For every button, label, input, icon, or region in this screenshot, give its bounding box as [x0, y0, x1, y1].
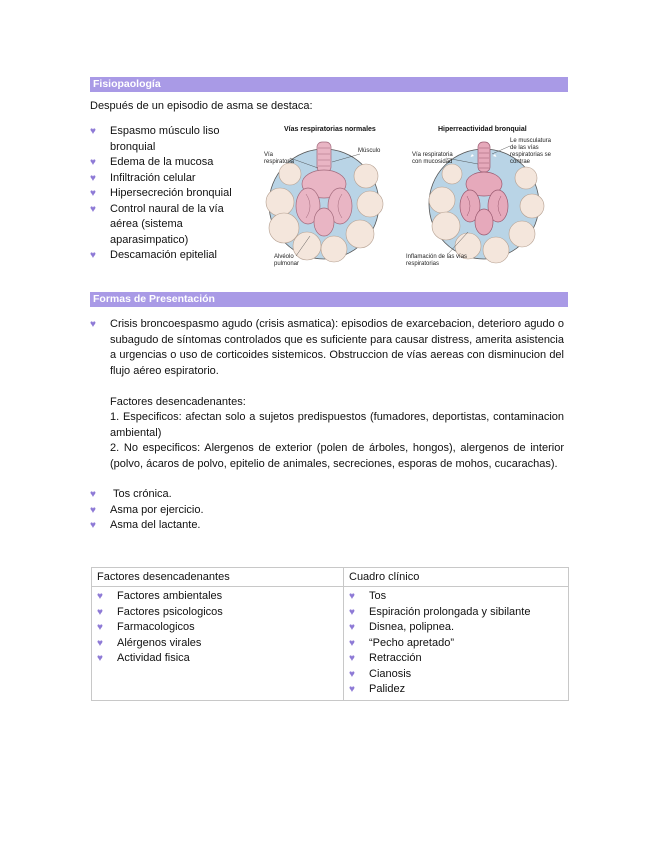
- heart-bullet-icon: ♥: [349, 637, 355, 649]
- heart-bullet-icon: ♥: [90, 203, 96, 215]
- heart-bullet-icon: ♥: [97, 637, 103, 649]
- fisiopatologia-list: [90, 124, 240, 264]
- list-item: ♥ Espasmo músculo liso bronquial: [90, 125, 220, 153]
- list-item: ♥ Cianosis: [349, 667, 563, 683]
- figure-title-normal: Vías respiratorias normales: [284, 126, 376, 133]
- factor-no-especificos: 2. No especificos: Alergenos de exterior (polen de árboles, hongos), alergenos de interior (polvo, ácaros de polvo, epitelio de animales, secreciones, esporas de mohos, cucarachas).: [110, 442, 564, 470]
- list-item: ♥ Hipersecreción bronquial: [90, 186, 240, 202]
- list-item: ♥ Palidez: [349, 682, 563, 698]
- list-item: ♥ Factores ambientales: [97, 589, 338, 605]
- crisis-item: [90, 317, 564, 472]
- heart-bullet-icon: ♥: [90, 319, 96, 330]
- list-item: ♥ “Pecho apretado”: [349, 636, 563, 652]
- heart-bullet-icon: ♥: [97, 591, 103, 602]
- heart-bullet-icon: ♥: [97, 606, 103, 618]
- heart-bullet-icon: ♥: [349, 653, 355, 664]
- table-header-factores: Factores desencadenantes: [92, 568, 344, 587]
- section-header-formas: Formas de Presentación: [90, 292, 568, 307]
- table-header-cuadro: Cuadro clínico: [344, 568, 569, 587]
- heart-bullet-icon: ♥: [90, 126, 96, 137]
- table-row: [92, 587, 569, 701]
- heart-bullet-icon: ♥: [90, 520, 96, 531]
- list-item: ♥ Asma por ejercicio.: [90, 503, 390, 519]
- other-forms-list: [90, 487, 390, 534]
- heart-bullet-icon: ♥: [349, 591, 355, 602]
- figure-label-inflamacion: Inflamación de las vías respiratorias: [406, 254, 468, 267]
- figure-label-alveolo: Alvéolo pulmonar: [274, 254, 300, 267]
- figure-label-via-mucosidad: Vía respiratoria con mucosidad: [412, 152, 453, 165]
- heart-bullet-icon: ♥: [90, 157, 96, 168]
- list-item: ♥ Actividad fisica: [97, 651, 338, 667]
- heart-bullet-icon: ♥: [90, 188, 96, 199]
- table-header-row: [92, 568, 569, 587]
- list-item: ♥ Espiración prolongada y sibilante: [349, 605, 563, 621]
- heart-bullet-icon: ♥: [90, 250, 96, 261]
- heart-bullet-icon: ♥: [90, 172, 96, 184]
- heart-bullet-icon: ♥: [349, 668, 355, 680]
- list-item: ♥ Descamación epitelial: [90, 248, 240, 264]
- heart-bullet-icon: ♥: [349, 606, 355, 618]
- crisis-paragraph: Crisis broncoespasmo agudo (crisis asmatica): episodios de exarcebacion, deterioro agudo o subagudo de síntomas controlados que es suficiente para causar distress, amerita asistencia a urgencias o uso de corticoides sistemicos. Obstruccion de vías aereas con disminucion del flujo aéreo espiratorio.: [110, 318, 564, 377]
- table-cell-factores: [92, 587, 344, 701]
- figure-label-musculatura: Le musculatura de las vías respiratorias se contrae: [510, 138, 552, 165]
- heart-bullet-icon: ♥: [97, 622, 103, 633]
- list-item: ♥ Retracción: [349, 651, 563, 667]
- list-item: ♥ Tos crónica.: [90, 487, 390, 503]
- list-item: ♥ Farmacologicos: [97, 620, 338, 636]
- list-item: ♥ Control naural de la vía aérea (sistema aparasimpatico): [90, 202, 224, 246]
- heart-bullet-icon: ♥: [349, 684, 355, 695]
- table-cell-cuadro: [344, 587, 569, 701]
- list-item: ♥ Tos: [349, 589, 563, 605]
- list-item: ♥ Asma del lactante.: [90, 518, 390, 534]
- factors-table: [91, 567, 569, 701]
- list-item: ♥ Edema de la mucosa: [90, 155, 240, 171]
- list-item: ♥ Infiltración celular: [90, 171, 240, 187]
- list-item: ♥ Disnea, polipnea.: [349, 620, 563, 636]
- fisiopatologia-intro: Después de un episodio de asma se destaca:: [90, 100, 313, 112]
- heart-bullet-icon: ♥: [90, 489, 96, 500]
- section-header-fisiopatologia: Fisiopaología: [90, 77, 568, 92]
- figure-title-hyper: Hiperreactividad bronquial: [438, 126, 527, 133]
- factor-especificos: 1. Especificos: afectan solo a sujetos predispuestos (fumadores, deportistas, contaminacion ambiental): [110, 411, 564, 439]
- heart-bullet-icon: ♥: [349, 622, 355, 633]
- heart-bullet-icon: ♥: [97, 653, 103, 664]
- figure-label-via-normal: Vía respiratoria: [264, 152, 295, 165]
- airway-figure: [262, 124, 560, 270]
- list-item: ♥ Factores psicologicos: [97, 605, 338, 621]
- factores-heading: Factores desencadenantes:: [110, 395, 246, 408]
- figure-label-musculo: Músculo: [358, 148, 381, 154]
- list-item: ♥ Alérgenos virales: [97, 636, 338, 652]
- heart-bullet-icon: ♥: [90, 504, 96, 516]
